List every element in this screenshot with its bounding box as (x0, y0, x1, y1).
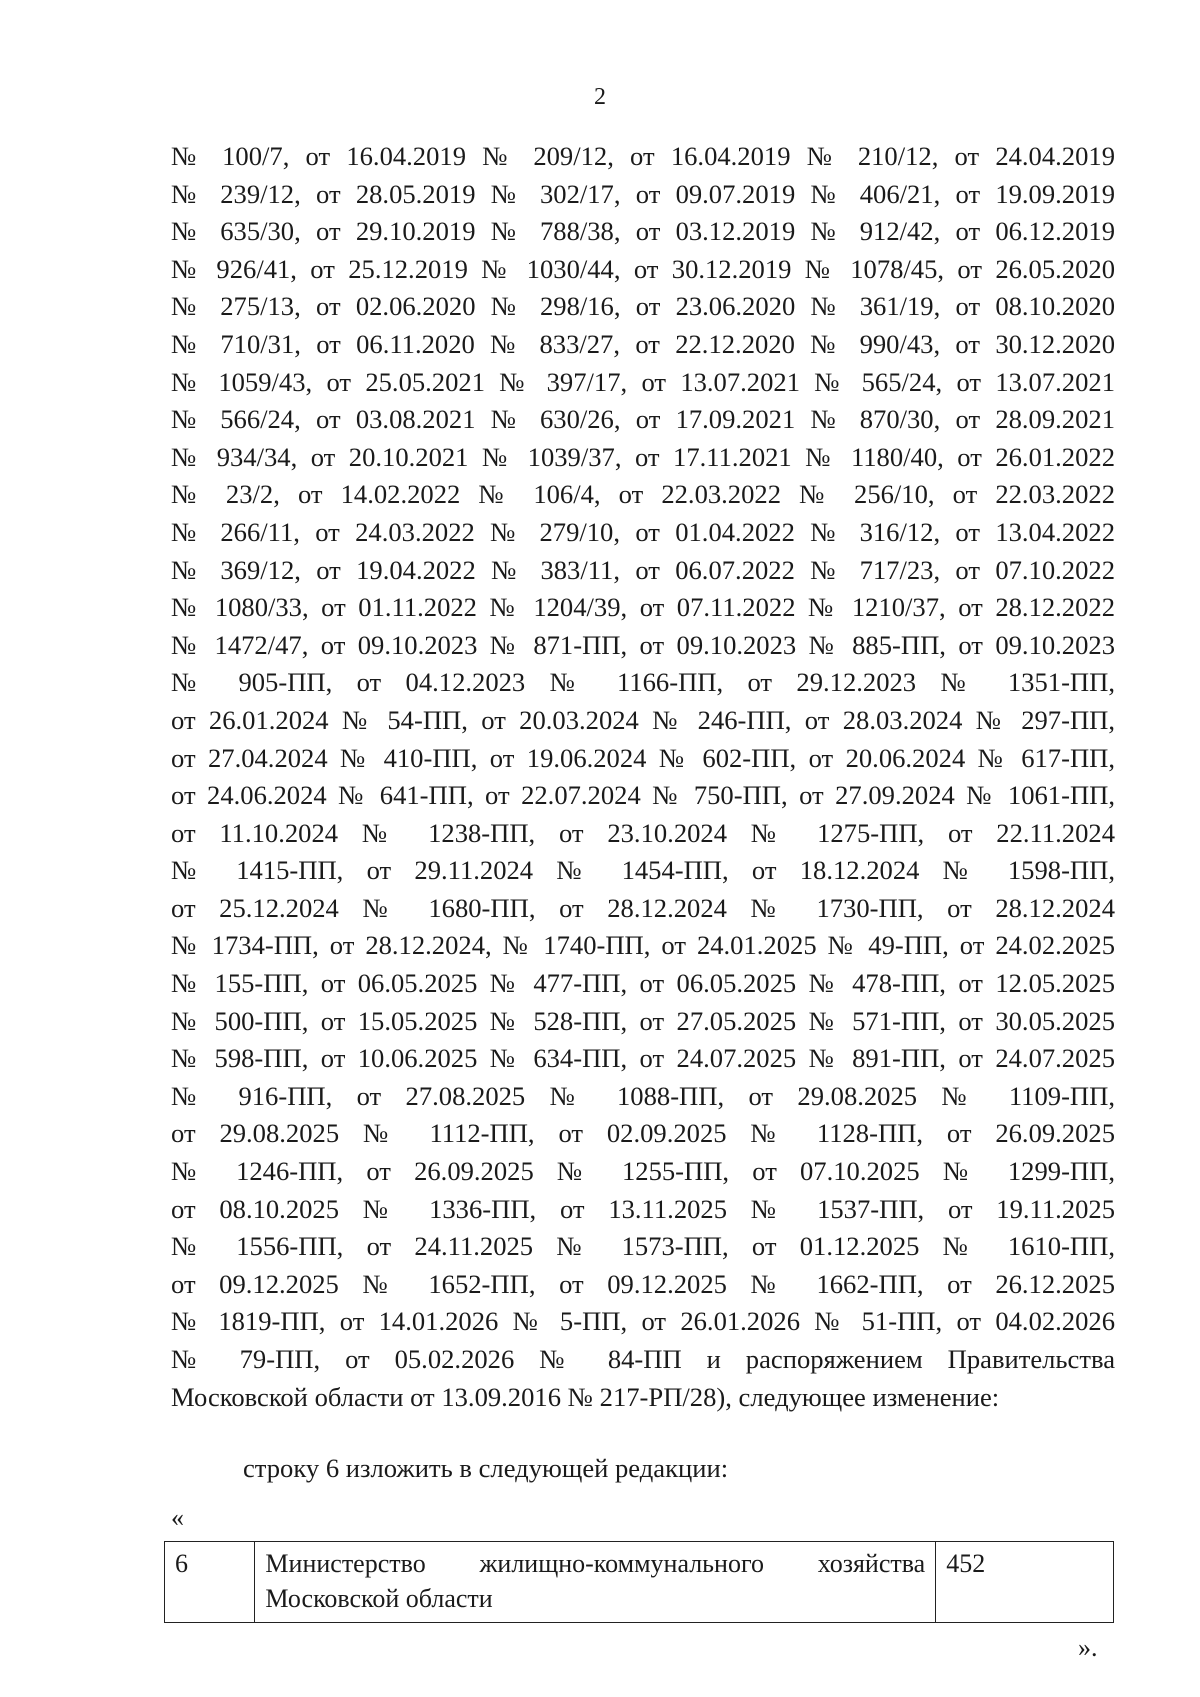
text-line: № 1080/33, от 01.11.2022 № 1204/39, от 07.11.2022 № 1210/37, от 28.12.2022 (171, 592, 1115, 623)
text-line: № 1246-ПП, от 26.09.2025 № 1255-ПП, от 07.10.2025 № 1299-ПП, (171, 1156, 1115, 1187)
text-line: № 500-ПП, от 15.05.2025 № 528-ПП, от 27.05.2025 № 571-ПП, от 30.05.2025 (171, 1005, 1115, 1036)
text-line: № 1819-ПП, от 14.01.2026 № 5-ПП, от 26.01.2026 № 51-ПП, от 04.02.2026 (171, 1306, 1115, 1337)
text-line: Московской области от 13.09.2016 № 217-РП/28), следующее изменение: (171, 1381, 1000, 1412)
text-line: № 916-ПП, от 27.08.2025 № 1088-ПП, от 29.08.2025 № 1109-ПП, (171, 1080, 1115, 1111)
document-body (171, 138, 1115, 1416)
text-line: № 275/13, от 02.06.2020 № 298/16, от 23.06.2020 № 361/19, от 08.10.2020 (171, 291, 1115, 322)
text-line: № 1415-ПП, от 29.11.2024 № 1454-ПП, от 18.12.2024 № 1598-ПП, (171, 855, 1115, 886)
text-line: от 11.10.2024 № 1238-ПП, от 23.10.2024 № 1275-ПП, от 22.11.2024 (171, 817, 1115, 848)
text-line: № 710/31, от 06.11.2020 № 833/27, от 22.12.2020 № 990/43, от 30.12.2020 (171, 328, 1115, 359)
text-line: № 1734-ПП, от 28.12.2024, № 1740-ПП, от 24.01.2025 № 49-ПП, от 24.02.2025 (171, 930, 1115, 961)
value-cell: 452 (936, 1542, 1114, 1623)
text-line: № 635/30, от 29.10.2019 № 788/38, от 03.12.2019 № 912/42, от 06.12.2019 (171, 216, 1115, 247)
amendment-table (164, 1541, 1114, 1623)
text-line: от 27.04.2024 № 410-ПП, от 19.06.2024 № 602-ПП, от 20.06.2024 № 617-ПП, (171, 742, 1115, 773)
opening-quote: « (171, 1503, 184, 1532)
closing-quote: ». (1078, 1633, 1098, 1662)
table-row (165, 1542, 1114, 1623)
row-number-cell: 6 (165, 1542, 255, 1623)
text-line: № 155-ПП, от 06.05.2025 № 477-ПП, от 06.05.2025 № 478-ПП, от 12.05.2025 (171, 968, 1115, 999)
text-line: № 566/24, от 03.08.2021 № 630/26, от 17.09.2021 № 870/30, от 28.09.2021 (171, 404, 1115, 435)
text-line: № 598-ПП, от 10.06.2025 № 634-ПП, от 24.07.2025 № 891-ПП, от 24.07.2025 (171, 1043, 1115, 1074)
text-line: от 29.08.2025 № 1112-ПП, от 02.09.2025 № 1128-ПП, от 26.09.2025 (171, 1118, 1115, 1149)
text-line: № 369/12, от 19.04.2022 № 383/11, от 06.07.2022 № 717/23, от 07.10.2022 (171, 554, 1115, 585)
text-line: № 926/41, от 25.12.2019 № 1030/44, от 30.12.2019 № 1078/45, от 26.05.2020 (171, 253, 1115, 284)
text-line: № 239/12, от 28.05.2019 № 302/17, от 09.07.2019 № 406/21, от 19.09.2019 (171, 178, 1115, 209)
text-line: от 09.12.2025 № 1652-ПП, от 09.12.2025 № 1662-ПП, от 26.12.2025 (171, 1268, 1115, 1299)
text-line: от 25.12.2024 № 1680-ПП, от 28.12.2024 № 1730-ПП, от 28.12.2024 (171, 892, 1115, 923)
page-number: 2 (594, 84, 606, 110)
text-line: № 79-ПП, от 05.02.2026 № 84-ПП и распоряжением Правительства (171, 1344, 1115, 1374)
text-line: № 905-ПП, от 04.12.2023 № 1166-ПП, от 29.12.2023 № 1351-ПП, (171, 667, 1115, 698)
text-line: от 08.10.2025 № 1336-ПП, от 13.11.2025 № 1537-ПП, от 19.11.2025 (171, 1193, 1115, 1224)
text-line: от 24.06.2024 № 641-ПП, от 22.07.2024 № 750-ПП, от 27.09.2024 № 1061-ПП, (171, 780, 1115, 811)
text-line: № 1556-ПП, от 24.11.2025 № 1573-ПП, от 01.12.2025 № 1610-ПП, (171, 1231, 1115, 1262)
text-line: № 934/34, от 20.10.2021 № 1039/37, от 17.11.2021 № 1180/40, от 26.01.2022 (171, 441, 1115, 472)
text-line: № 23/2, от 14.02.2022 № 106/4, от 22.03.2022 № 256/10, от 22.03.2022 (171, 479, 1115, 510)
amendment-instruction: строку 6 изложить в следующей редакции: (243, 1453, 729, 1483)
organization-name-cell: Министерство жилищно-коммунального хозяйства Московской области (255, 1542, 936, 1623)
text-line: № 1472/47, от 09.10.2023 № 871-ПП, от 09.10.2023 № 885-ПП, от 09.10.2023 (171, 629, 1115, 660)
text-line: № 1059/43, от 25.05.2021 № 397/17, от 13.07.2021 № 565/24, от 13.07.2021 (171, 366, 1115, 397)
text-line: от 26.01.2024 № 54-ПП, от 20.03.2024 № 246-ПП, от 28.03.2024 № 297-ПП, (171, 704, 1115, 735)
text-line: № 266/11, от 24.03.2022 № 279/10, от 01.04.2022 № 316/12, от 13.04.2022 (171, 516, 1115, 547)
text-line: № 100/7, от 16.04.2019 № 209/12, от 16.04.2019 № 210/12, от 24.04.2019 (171, 141, 1115, 171)
